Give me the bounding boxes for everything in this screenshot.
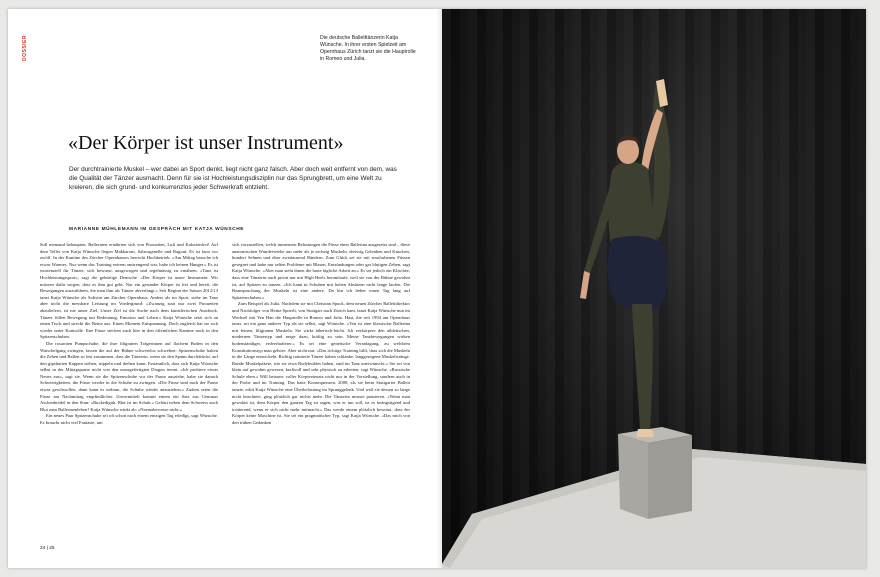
cube-side-right [648, 435, 692, 519]
photo-caption: Die deutsche Balletttänzerin Katja Wünsche. In ihrer ersten Spielzeit am Opernhaus Zürich tanzt sie die Hauptrolle in Romeo und Julia. [320, 35, 416, 62]
paragraph: Soll niemand behaupten, Ballerinen ernährten sich von Pirouetten, Luft und Kalorienfrei! Auf dem Teller von Katja Wünsche liegen Makkaroni, Salzorganelle und Ragout. Es ist kurz vor zwölf. In der Kantine des Zürcher Opernhauses herrscht Hochbetrieb. «Am Mittag brauche ich etwas Warmes. Nur wenn das Training extrem anstrengend war, habe ich keinen Hunger.» Es ist existenziell für Tänzer, sich bewusst, ausgewogen und regelmässig zu ernähren. «Tanz ist Hochleistungssport», sagt die gebürtige Deutsche. «Der Körper ist unser Instrument. Wir müssen dafür sorgen, dass es ihm gut geht. Nur ein gesunder Körper ist frei und bereit, die Bewegungen auszuführen, die man ihm als Tänzer abverlangt.» Seit Beginn der Saison 2012/13 tanzt Katja Wünsche als Solistin am Zürcher Opernhaus. Anders als im Sport, stehe im Tanz aber nicht die messbare Leistung im Vordergrund: «Zwanzig statt nur zwei Pirouetten abzuliefern, ist nie unser Ziel. Unser Ziel ist die Suche nach dem künstlerischen Ausdruck. Tänzer füllen Bewegung mit Bedeutung, Emotion und Leben.» Katja Wünsche setzt sich an einen Tisch und streckt die Beine aus. Einen Moment Entspannung. Doch zugleich hat sie sich wieder unter Kontrolle. Ihre Füsse stecken auch hier in den öffentlichen Kantine noch in den Spitzenschuhen. [40, 242, 218, 340]
section-tag [22, 31, 32, 61]
text-column-2 [232, 242, 410, 552]
article-lead: Der durchtrainierte Muskel – wer dabei an Sport denkt, liegt nicht ganz falsch. Aber doch weit entfernt von dem, was die Qualität der Tänzer ausmacht. Denn für sie ist Hochleistungsdisziplin nur das Sprungbrett, um eine Welt zu kreieren, die sich grund- und konkurrenzlos jeder Schwerkraft entzieht. [69, 166, 397, 191]
magazine-spread [8, 9, 866, 568]
page-number: 24 | 25 [40, 546, 55, 551]
dark-skirt [608, 236, 669, 311]
paragraph: Zum Beispiel als Julia. Nachdem sie mit Christian Spuck, dem neuen Zürcher Ballettdirektor und Nachfolger von Heinz Spoerli, von Stuttgart nach Zürich kam, tanzt Katja Wünsche nun im Wechsel mit Yen Han die Hauptrolle in Romeo und Julia. Hast, die seit 1994 am Opernhaus tanzt, sei ein ganz anderer Typ als sie selbst, sagt Wünsche. «Yen ist eine klassische Ballerina mit feinen, filigranen Muskeln. Sie wirkt ätherisch-leicht. Ich verkörpere den athletischen, modernen Tänzertyp und neige dazu, kräftig zu sein. Meine Tanzbewegungen wirken bodenständiger, erdverhafteter.» Es sei eine genetische Veranlagung, zu welchem Konstitutionstyp man gehöre. Aber nicht nur: «Das richtige Training hilft, dass sich die Muskeln in die Länge entwickeln. Richtig trainierte Tänzer haben schlanke, langgezogene Muskelstränge. Runde Muskelpakete, wie sie etwa Bodybuilder haben, sind im Tanz unerwünscht.» Sie sei von klein auf gewohnt gewesen, kraftvoll und sehr physisch zu arbeiten, sagt Wünsche. «Russische Schule eben.» Will heissen: voller Körpereinsatz nicht nur in der Vorstellung, sondern auch in der Probe und im Training. Das hatte Konsequenzen. 2008, als sie beim Stuttgarter Ballett tanzte, erlitt Katja Wünsche eine Überbelastung im Sprunggelenk. Und weil sie dessen so lange nicht beachtete, ging plötzlich gar nichts mehr. Die Tänzerin musste pausieren. «Wenn man gewohnt ist, dem Körper den ganzen Tag zu sagen, was er tun soll, ist es beängstigend und irritierend, wenn er sich nicht mehr mitmacht.» Das werde einem plötzlich bewusst, dass der Körper keine Maschine ist. Sie sei ein pragmatischer Typ, sagt Katja Wünsche. «Das mich von den trüben Gedanken [232, 301, 410, 426]
article-byline: MARIANNE MÜHLEMANN IM GESPRÄCH MIT KATJA WÜNSCHE [69, 227, 245, 232]
lower-hand [580, 271, 590, 299]
dancer-photo [442, 9, 866, 568]
left-page [8, 9, 440, 568]
standing-leg [632, 304, 653, 431]
article-title: «Der Körper ist unser Instrument» [68, 132, 344, 154]
paragraph: Ein neues Paar Spitzenschuhe sei oft schon nach einem einzigen Tag erledigt, sagt Wünsche. Es braucht nicht viel Fantasie, um [40, 413, 218, 426]
paragraph: Die rosaroten Pumpschuhe, die ihre filigranen Trägerinnen auf flachem Boden in den Watschelgang zwingen, lassen die auf der Bühne schwerelos schweben: Spitzenschuhe halten die Zehen und Ballen so fest zusammen, dass die Tänzerin, wenn sie den Spann durchdrückt, auf den gipsharten Kappen stehen, trippeln und drehen kann. Erstaunlich, dass sich Katja Wünsche selbst in der Mittagspause nicht von den massgefertigten Diagon trennt. «Ich probiere etwas Neues aus», sagt sie. Wenn sie die Spitzenschuhe vor der Pause ausziehe, habe sie danach Schwierigkeiten, die Füsse wieder in die Schuhe zu zwingen. «Die Füsse sind nach der Pause etwas geschwollen, dann kann es wehtun, die Schuhe wieder anzuziehen.» Zudem seien die Füsse am Nachmittag empfindlicher. Unvermittelt kommt einem ein Satz aus Gemmas Aschenbrödel in den Sinn: «Ruckediguh, Blut ist im Schuh.» Gehört neben dem Schweiss auch Blut zum Ballerinenleben? Katja Wünsche winkt ab: «Normalerweise nicht.» [40, 340, 218, 412]
section-tag-label: DOSSIER [22, 34, 28, 61]
pointe-shoe-standing [636, 429, 654, 437]
text-column-1 [40, 242, 218, 552]
cube-side-left [618, 434, 648, 519]
dancer-illustration [442, 9, 866, 568]
paragraph: sich vorzustellen, welch immensen Belastungen die Füsse einer Ballerina ausgesetzt sind – diese anatomischen Wunderwerke aus mehr als je sechzig Muskeln, dreissig Gelenken und Knochen, hundert Sehnen und über zweitausend Bändern. Zum Glück sei sie mit rosafarbenen Füssen gesegnet und habe nur selten Probleme mit Blasen, Entzündungen oder gar blutigen Zehen, sagt Katja Wünsche. «Aber man sieht ihnen die harte tägliche Arbeit an.» Es sei jedoch ein Klischee, dass eine Tänzerin auch privat nur mit High Heels herumlaufe, weil sie von der Bühne gewohnt ist, auf Spitzen zu tanzen. «Ich kann in Schuhen mit hohen Absätzen nicht lange laufen. Die Beanspruchung der Muskeln ist eine andere. Da bin ich lieber einen Tag lang auf Spitzenschuhen.» [232, 242, 410, 300]
